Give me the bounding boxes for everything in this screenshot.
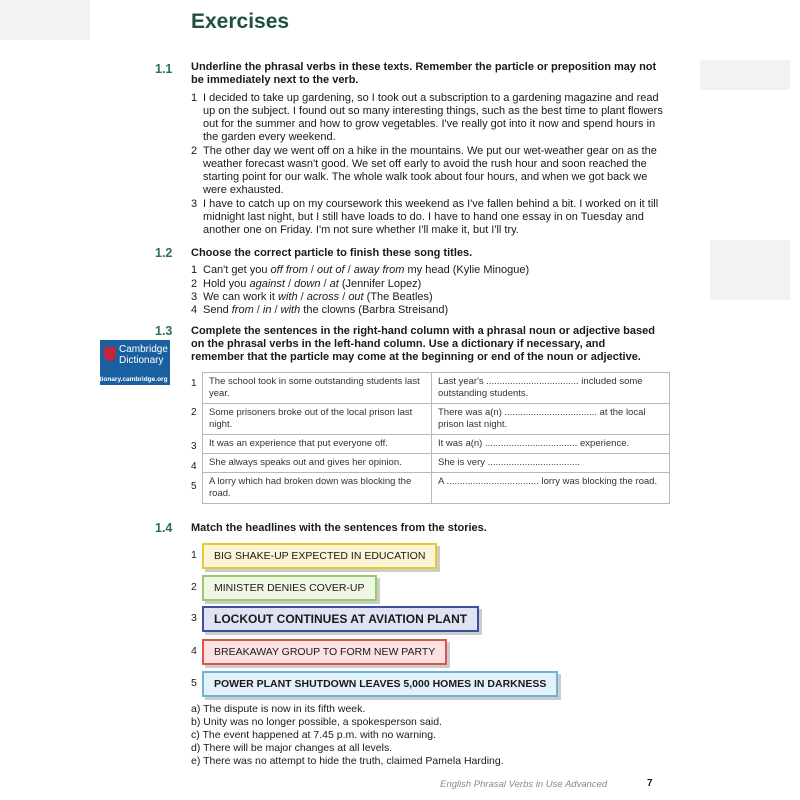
row-number: 4 [191, 461, 197, 472]
cambridge-dictionary-badge [90, 340, 170, 385]
background-ghost [0, 0, 90, 40]
exercise-number: 1.4 [155, 521, 173, 535]
particle-option[interactable]: with [278, 291, 298, 303]
item-number: 3 [191, 198, 198, 210]
page-number: 7 [647, 778, 653, 789]
row-number: 5 [191, 481, 197, 492]
item-number: 2 [191, 278, 198, 290]
left-cell: It was an experience that put everyone off. [203, 435, 432, 454]
particle-option[interactable]: off from [270, 264, 308, 276]
item-text: The other day we went off on a hike in the mountains. We put our wet-weather gear on as the weather forecast wasn't good. We set off early to avoid the rush hour and soon reached the starting point for our walk. The whole walk took about four hours, and when we got back we were exhausted. [203, 145, 657, 196]
right-cell[interactable]: A ................................... lorry was blocking the road. [432, 473, 670, 504]
particle-option[interactable]: out of [317, 264, 345, 276]
row-number: 3 [191, 441, 197, 452]
right-cell[interactable]: She is very ................................... [432, 454, 670, 473]
row-number: 2 [191, 407, 197, 418]
particle-option[interactable]: out [348, 291, 364, 303]
left-cell: She always speaks out and gives her opinion. [203, 454, 432, 473]
story-sentence: e) There was no attempt to hide the truth, claimed Pamela Harding. [191, 755, 504, 767]
particle-option[interactable]: down [294, 278, 321, 290]
item-number: 1 [191, 264, 198, 276]
background-ghost [700, 60, 790, 90]
headline-number: 4 [191, 645, 197, 657]
item-text: Can't get you off from / out of / away from my head (Kylie Minogue) [203, 264, 530, 276]
story-sentence: a) The dispute is now in its fifth week. [191, 703, 366, 715]
headline-number: 2 [191, 581, 197, 593]
headline-box: POWER PLANT SHUTDOWN LEAVES 5,000 HOMES IN DARKNESS [202, 671, 558, 697]
exercise-number: 1.2 [155, 246, 173, 260]
footer-book-title: English Phrasal Verbs in Use Advanced [440, 779, 608, 790]
story-sentence: c) The event happened at 7.45 p.m. with no warning. [191, 729, 436, 741]
cambridge-shield-icon [104, 347, 116, 361]
item-number: 3 [191, 291, 198, 303]
headline-number: 1 [191, 549, 197, 561]
headline-number: 5 [191, 677, 197, 689]
particle-option[interactable]: with [280, 304, 301, 316]
table-row [203, 454, 670, 473]
exercise-instruction: Match the headlines with the sentences from the stories. [191, 522, 487, 534]
item-number: 4 [191, 304, 198, 316]
particle-option[interactable]: away from [353, 264, 405, 276]
left-cell: A lorry which had broken down was blocking the road. [203, 473, 432, 504]
dictionary-name: Cambridge Dictionary [119, 344, 168, 366]
right-cell[interactable]: There was a(n) ................................... at the local prison last night. [432, 404, 670, 435]
table-row [203, 404, 670, 435]
item-number: 2 [191, 145, 198, 157]
particle-option[interactable]: from [231, 304, 254, 316]
item-text: Hold you against / down / at (Jennifer Lopez) [203, 278, 422, 290]
page-title: Exercises [191, 10, 290, 33]
background-ghost [710, 240, 790, 300]
exercise-number: 1.3 [155, 324, 173, 338]
headline-box: BIG SHAKE-UP EXPECTED IN EDUCATION [202, 543, 437, 569]
table-row [203, 373, 670, 404]
item-text: I decided to take up gardening, so I took out a subscription to a gardening magazine and read up on the subject. I found out so many interesting things, such as the best time to plant flowers out for the summer and how to grow vegetables. I've really got into it now and spend hours in the garden every weekend. [203, 92, 663, 143]
item-text: We can work it with / across / out (The Beatles) [203, 291, 433, 303]
headline-box: LOCKOUT CONTINUES AT AVIATION PLANT [202, 606, 479, 632]
right-cell[interactable]: Last year's ................................... included some outstanding students. [432, 373, 670, 404]
table-row [203, 473, 670, 504]
exercise-table [202, 372, 670, 504]
headline-number: 3 [191, 612, 197, 624]
exercise-instruction: Complete the sentences in the right-hand column with a phrasal noun or adjective based on the phrasal verbs in the left-hand column. Use a dictionary if necessary, and remember that the particle may come at the beginning or end of the noun or adjective. [191, 325, 655, 363]
right-cell[interactable]: It was a(n) ................................... experience. [432, 435, 670, 454]
exercise-instruction: Underline the phrasal verbs in these texts. Remember the particle or preposition may not be immediately next to the verb. [191, 61, 657, 86]
page [90, 0, 665, 800]
table-row [203, 435, 670, 454]
particle-option[interactable]: against [249, 278, 285, 290]
left-cell: Some prisoners broke out of the local prison last night. [203, 404, 432, 435]
headline-box: BREAKAWAY GROUP TO FORM NEW PARTY [202, 639, 447, 665]
particle-option[interactable]: in [262, 304, 272, 316]
story-sentence: b) Unity was no longer possible, a spokesperson said. [191, 716, 442, 728]
item-text: Send from / in / with the clowns (Barbra Streisand) [203, 304, 449, 316]
exercise-number: 1.1 [155, 62, 173, 76]
left-cell: The school took in some outstanding students last year. [203, 373, 432, 404]
exercise-instruction: Choose the correct particle to finish these song titles. [191, 247, 473, 259]
dictionary-url: dictionary.cambridge.org [90, 376, 168, 383]
story-sentence: d) There will be major changes at all levels. [191, 742, 393, 754]
headline-box: MINISTER DENIES COVER-UP [202, 575, 377, 601]
row-number: 1 [191, 378, 197, 389]
particle-option[interactable]: at [329, 278, 339, 290]
item-text: I have to catch up on my coursework this weekend as I've fallen behind a bit. I worked on it till midnight last night, but I still have loads to do. I have to hand one essay in on Tuesday and another one on Friday. I'm not sure whether I'll make it, but I'll try. [203, 198, 659, 236]
item-number: 1 [191, 92, 198, 104]
particle-option[interactable]: across [306, 291, 340, 303]
